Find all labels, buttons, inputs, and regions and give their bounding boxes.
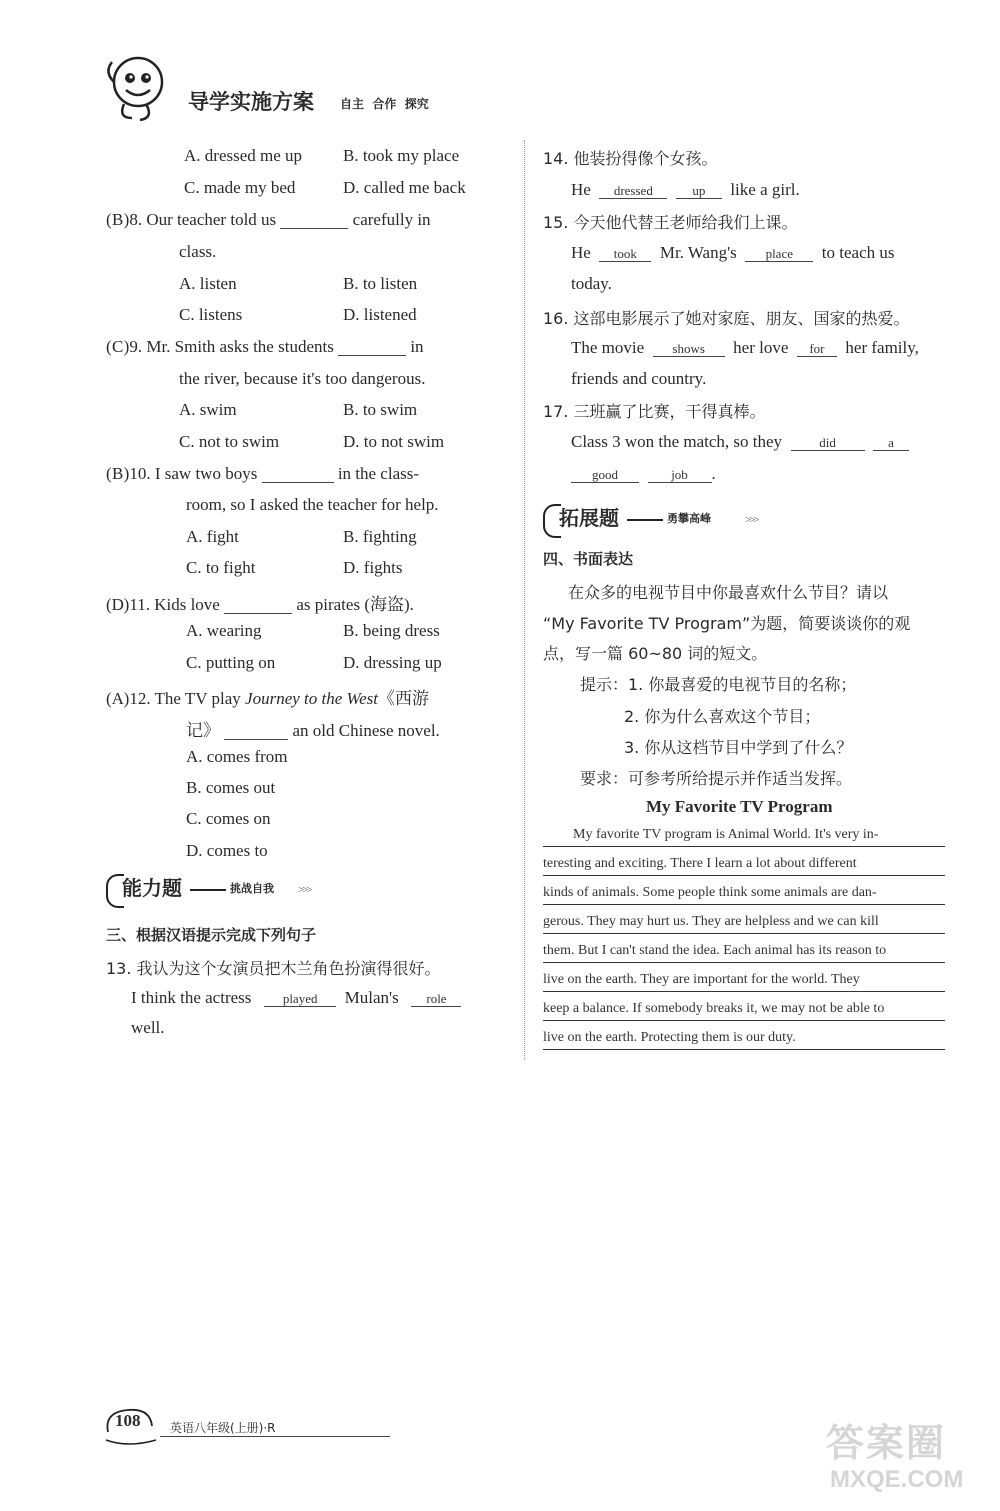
- q15-english: He took Mr. Wang's place to teach us: [571, 243, 895, 262]
- section-ability-sub: 挑战自我: [230, 882, 274, 895]
- section-extension-sub: 勇攀高峰: [667, 512, 711, 525]
- q17-english: Class 3 won the match, so they did a: [571, 432, 909, 452]
- chevrons-icon: >>>: [745, 514, 758, 526]
- essay-title: My Favorite TV Program: [646, 797, 833, 816]
- prompt-line-1: 在众多的电视节目中你最喜欢什么节目？请以: [568, 583, 889, 602]
- q10-option-d: D. fights: [343, 558, 403, 577]
- q11-stem: (D)11. Kids love as pirates (海盗).: [106, 595, 414, 614]
- q14-english: He dressed up like a girl.: [571, 180, 800, 199]
- q17-english-cont: good job .: [571, 464, 716, 484]
- q8-option-a: A. listen: [179, 274, 237, 293]
- mascot-logo: [100, 52, 172, 124]
- q11-option-d: D. dressing up: [343, 653, 442, 672]
- footer-rule: [160, 1436, 390, 1437]
- q11-option-c: C. putting on: [186, 653, 276, 672]
- q10-option-c: C. to fight: [186, 558, 256, 577]
- watermark-logo: 答案圈: [826, 1421, 947, 1465]
- part4-title: 四、书面表达: [543, 550, 634, 568]
- q9-stem-cont: the river, because it's too dangerous.: [179, 369, 426, 388]
- q12-stem: (A)12. The TV play Journey to the West《西游: [106, 689, 430, 708]
- header-tagline: 自主 合作 探究: [340, 97, 429, 111]
- q11-option-b: B. being dress: [343, 621, 440, 640]
- q10-option-a: A. fight: [186, 527, 239, 546]
- header-title: 导学实施方案: [188, 90, 314, 114]
- q10-answer: B: [112, 464, 124, 483]
- q12-title: Journey to the West: [245, 689, 379, 708]
- q8-option-c: C. listens: [179, 305, 243, 324]
- column-divider: [524, 140, 525, 1060]
- q12-stem-cont: 记》 an old Chinese novel.: [186, 721, 440, 740]
- q14-chinese: 14. 他装扮得像个女孩。: [543, 149, 718, 168]
- q10-stem-cont: room, so I asked the teacher for help.: [186, 495, 439, 514]
- q9-option-c: C. not to swim: [179, 432, 280, 451]
- q7-option-b: B. took my place: [343, 146, 460, 165]
- page-number: 108: [115, 1411, 141, 1430]
- section-ability-banner: [106, 872, 336, 908]
- hint-3: 3. 你从这档节目中学到了什么？: [624, 738, 853, 757]
- part3-title: 三、根据汉语提示完成下列句子: [106, 926, 317, 944]
- prompt-line-3: 点，写一篇 60~80 词的短文。: [543, 644, 768, 663]
- q9-answer: C: [112, 337, 124, 356]
- essay-line: teresting and exciting. There I learn a lot about different: [543, 855, 945, 876]
- q12-option-a: A. comes from: [186, 747, 288, 766]
- essay-line: keep a balance. If somebody breaks it, we may not be able to: [543, 1000, 945, 1021]
- q13-chinese: 13. 我认为这个女演员把木兰角色扮演得很好。: [106, 959, 441, 978]
- q15-chinese: 15. 今天他代替王老师给我们上课。: [543, 213, 798, 232]
- q8-option-d: D. listened: [343, 305, 417, 324]
- q13-english-cont: well.: [131, 1018, 165, 1037]
- section-ability-name: 能力题: [122, 876, 182, 900]
- hint-2: 2. 你为什么喜欢这个节目；: [624, 707, 821, 726]
- essay-line: My favorite TV program is Animal World. It's very in-: [543, 826, 945, 847]
- q16-english-cont: friends and country.: [571, 369, 707, 388]
- q10-option-b: B. fighting: [343, 527, 417, 546]
- q8-stem-cont: class.: [179, 242, 217, 261]
- q10-stem: (B)10. I saw two boys in the class-: [106, 464, 420, 483]
- q8-stem: (B)8. Our teacher told us carefully in: [106, 210, 431, 229]
- footer-book: 英语八年级(上册)·R: [170, 1421, 276, 1435]
- q9-option-a: A. swim: [179, 400, 237, 419]
- essay-line: them. But I can't stand the idea. Each animal has its reason to: [543, 942, 945, 963]
- q7-option-c: C. made my bed: [184, 178, 296, 197]
- essay-line: live on the earth. They are important for the world. They: [543, 971, 945, 992]
- q11-answer: D: [111, 595, 124, 614]
- chevrons-icon: >>>: [298, 884, 311, 896]
- prompt-line-2: “My Favorite TV Program”为题，简要谈谈你的观: [543, 614, 911, 633]
- q7-option-a: A. dressed me up: [184, 146, 303, 165]
- q12-answer: A: [111, 689, 124, 708]
- q9-option-b: B. to swim: [343, 400, 418, 419]
- q12-option-c: C. comes on: [186, 809, 271, 828]
- requirement: 要求：可参考所给提示并作适当发挥。: [580, 769, 853, 788]
- q15-english-cont: today.: [571, 274, 612, 293]
- q16-chinese: 16. 这部电影展示了她对家庭、朋友、国家的热爱。: [543, 309, 910, 328]
- q8-option-b: B. to listen: [343, 274, 418, 293]
- hint-1: 提示：1. 你最喜爱的电视节目的名称；: [580, 675, 857, 694]
- essay-line: gerous. They may hurt us. They are helpless and we can kill: [543, 913, 945, 934]
- q8-answer: B: [112, 210, 124, 229]
- q12-option-d: D. comes to: [186, 841, 268, 860]
- q7-option-d: D. called me back: [343, 178, 466, 197]
- section-extension-banner: [543, 502, 773, 538]
- q17-chinese: 17. 三班赢了比赛，干得真棒。: [543, 402, 766, 421]
- watermark-url: MXQE.COM: [830, 1466, 964, 1493]
- section-extension-name: 拓展题: [559, 506, 619, 530]
- q13-english: I think the actress played Mulan's role: [131, 988, 461, 1008]
- essay-line: kinds of animals. Some people think some animals are dan-: [543, 884, 945, 905]
- q12-option-b: B. comes out: [186, 778, 276, 797]
- q16-english: The movie shows her love for her family,: [571, 338, 919, 357]
- q9-stem: (C)9. Mr. Smith asks the students in: [106, 337, 424, 356]
- essay-line: live on the earth. Protecting them is our duty.: [543, 1029, 945, 1050]
- q11-option-a: A. wearing: [186, 621, 262, 640]
- q9-option-d: D. to not swim: [343, 432, 445, 451]
